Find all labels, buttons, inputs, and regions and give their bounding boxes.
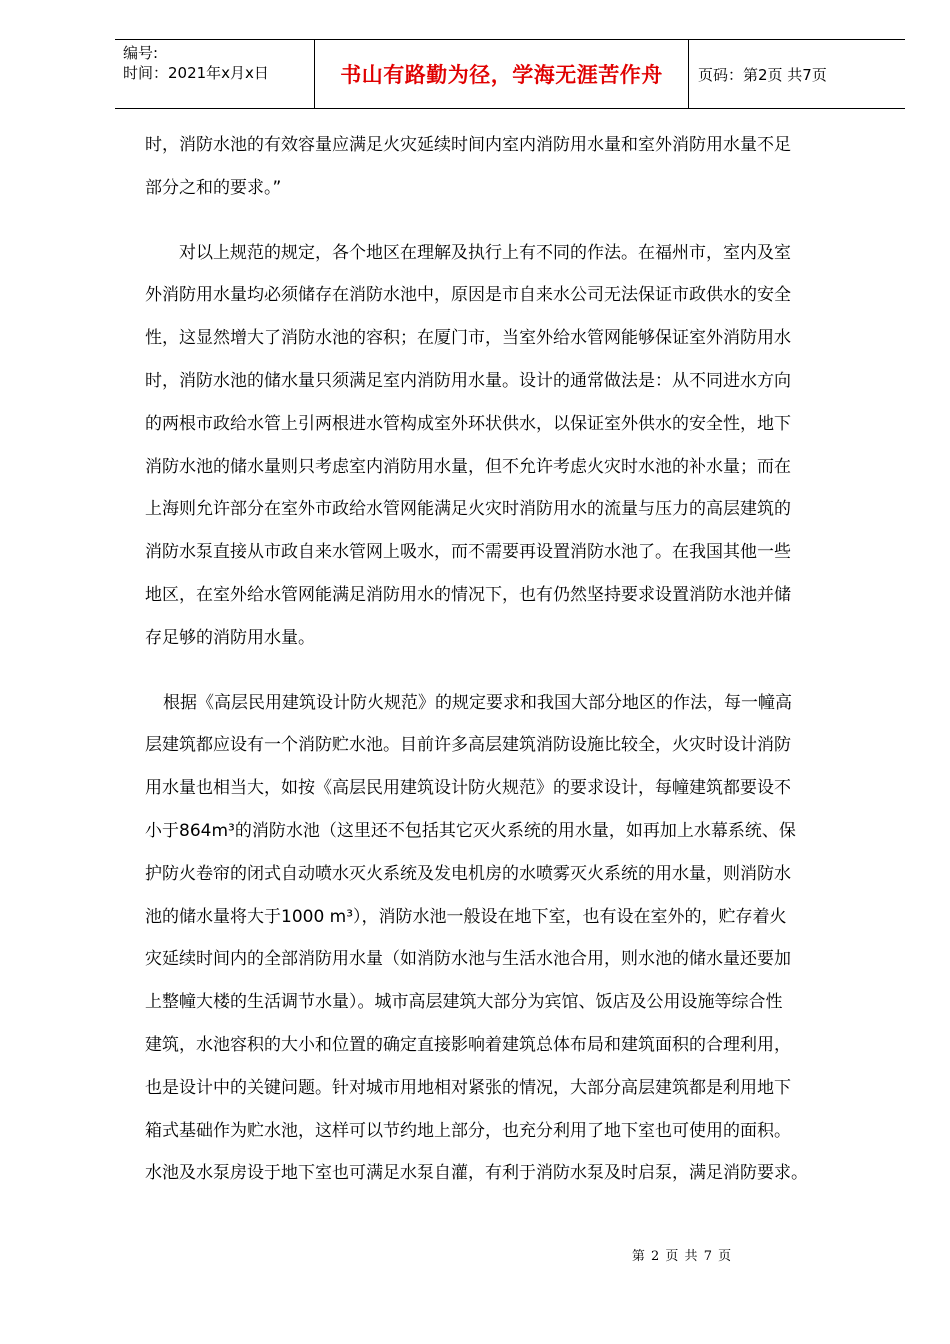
header-meta [115,40,315,108]
text-line: 消防水池的储水量则只考虑室内消防用水量，但不允许考虑火灾时水池的补水量；而在 [145,456,791,477]
text-line: 存足够的消防用水量。 [145,627,315,648]
header-page-info: 页码：第2页 共7页 [698,65,827,84]
text-line: 时，消防水池的储水量只须满足室内消防用水量。设计的通常做法是：从不同进水方向 [145,370,791,391]
text-line: 上整幢大楼的生活调节水量）。城市高层建筑大部分为宾馆、饭店及公用设施等综合性 [145,992,783,1013]
text-line: 小于864m³的消防水池（这里还不包括其它灭火系统的用水量，如再加上水幕系统、保 [145,820,796,841]
text-line: 箱式基础作为贮水池，这样可以节约地上部分，也充分利用了地下室也可使用的面积。 [145,1120,791,1141]
page-footer: 第 2 页 共 7 页 [631,1249,733,1264]
text-line: 水池及水泵房设于地下室也可满足水泵自灌，有利于消防水泵及时启泵，满足消防要求。 [145,1163,808,1184]
document-body [145,124,877,1217]
text-line: 池的储水量将大于1000 m³），消防水池一般设在地下室，也有设在室外的，贮存着火 [145,906,787,927]
header-motto: 书山有路勤为径，学海无涯苦作舟 [315,40,689,108]
paragraph-3 [145,682,877,1196]
time-label: 时间：2021年x月x日 [123,64,269,82]
text-line: 外消防用水量均必须储存在消防水池中，原因是市自来水公司无法保证市政供水的安全 [145,285,791,306]
text-line: 部分之和的要求。” [145,177,282,198]
text-line: 建筑，水池容积的大小和位置的确定直接影响着建筑总体布局和建筑面积的合理利用， [145,1034,791,1055]
page-header [115,39,905,109]
text-line: 的两根市政给水管上引两根进水管构成室外环状供水，以保证室外供水的安全性，地下 [145,413,791,434]
text-line: 时，消防水池的有效容量应满足火灾延续时间内室内消防用水量和室外消防用水量不足 [145,135,791,155]
text-line: 根据《高层民用建筑设计防火规范》的规定要求和我国大部分地区的作法，每一幢高 [163,692,792,713]
text-line: 上海则允许部分在室外市政给水管网能满足火灾时消防用水的流量与压力的高层建筑的 [145,499,791,520]
text-line: 护防火卷帘的闭式自动喷水灭火系统及发电机房的水喷雾灭火系统的用水量，则消防水 [145,863,791,884]
text-line: 消防水泵直接从市政自来水管网上吸水，而不需要再设置消防水池了。在我国其他一些 [145,542,791,563]
text-line: 用水量也相当大，如按《高层民用建筑设计防火规范》的要求设计，每幢建筑都要设不 [145,778,791,799]
paragraph-1 [145,124,877,210]
text-line: 性，这显然增大了消防水池的容积；在厦门市，当室外给水管网能够保证室外消防用水 [145,328,791,349]
text-line: 对以上规范的规定，各个地区在理解及执行上有不同的作法。在福州市，室内及室 [179,242,791,263]
number-label: 编号: [123,44,159,62]
text-line: 层建筑都应设有一个消防贮水池。目前许多高层建筑消防设施比较全，火灾时设计消防 [145,735,791,756]
text-line: 也是设计中的关键问题。针对城市用地相对紧张的情况，大部分高层建筑都是利用地下 [145,1077,791,1098]
text-line: 灾延续时间内的全部消防用水量（如消防水池与生活水池合用，则水池的储水量还要加 [145,949,791,970]
text-line: 地区，在室外给水管网能满足消防用水的情况下，也有仍然坚持要求设置消防水池并储 [145,584,791,605]
paragraph-2 [145,232,877,660]
